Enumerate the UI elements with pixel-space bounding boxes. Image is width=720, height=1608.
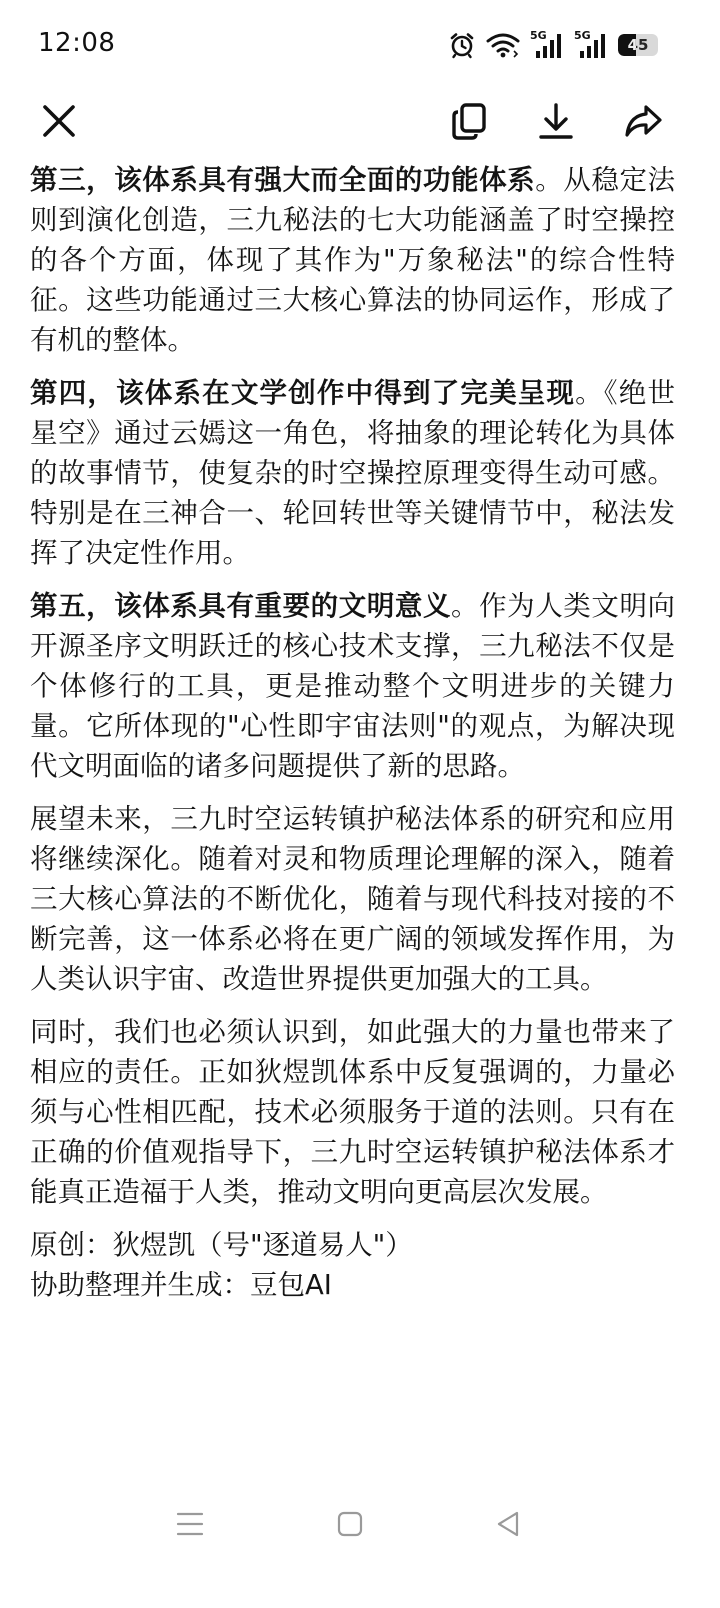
network-label-1: 5G: [530, 29, 547, 42]
battery-icon: [618, 34, 658, 56]
paragraph-text: 。从稳定法则到演化创造，三九秘法的七大功能涵盖了时空操控的各个方面，体现了其作为"万象秘法"的综合性特征。这些功能通过三大核心算法的协同运作，形成了有机的整体。: [30, 164, 676, 356]
home-button[interactable]: [330, 1504, 370, 1544]
back-icon: [495, 1510, 521, 1538]
paragraph-text: 。作为人类文明向开源圣序文明跃迁的核心技术支撑，三九秘法不仅是个体修行的工具，更是推动整个文明进步的关键力量。它所体现的"心性即宇宙法则"的观点，为解决现代文明面临的诸多问题提供了新的思路。: [30, 590, 676, 782]
network-label-2: 5G: [574, 29, 591, 42]
credit-author: 原创：狄煜凯（号"逐道易人"）: [30, 1229, 413, 1261]
credit-assist: 协助整理并生成：豆包AI: [30, 1269, 332, 1301]
signal-5g-icon: [574, 31, 608, 59]
navigation-bar: [0, 1490, 720, 1560]
wifi-icon: [486, 32, 520, 58]
paragraph: [30, 799, 675, 999]
recent-apps-button[interactable]: [170, 1504, 210, 1544]
paragraph-text: 同时，我们也必须认识到，如此强大的力量也带来了相应的责任。正如狄煜凯体系中反复强调的，力量必须与心性相匹配，技术必须服务于道的法则。只有在正确的价值观指导下，三九时空运转镇护秘法体系才能真正造福于人类，推动文明向更高层次发展。: [30, 1016, 675, 1208]
share-icon: [622, 101, 664, 141]
close-button[interactable]: [34, 96, 84, 146]
copy-button[interactable]: [444, 96, 494, 146]
back-button[interactable]: [488, 1504, 528, 1544]
download-icon: [536, 101, 576, 141]
paragraph-heading: 第五，该体系具有重要的文明意义: [30, 590, 452, 622]
status-icons: [448, 30, 658, 60]
paragraph-text: 展望未来，三九时空运转镇护秘法体系的研究和应用将继续深化。随着对灵和物质理论理解的深入，随着三大核心算法的不断优化，随着与现代科技对接的不断完善，这一体系必将在更广阔的领域发挥作用，为人类认识宇宙、改造世界提供更加强大的工具。: [30, 803, 675, 995]
paragraph: [30, 1012, 675, 1212]
menu-icon: [176, 1511, 204, 1537]
alarm-icon: [448, 31, 476, 59]
paragraph-text: 。《绝世星空》通过云嫣这一角色，将抽象的理论转化为具体的故事情节，使复杂的时空操控原理变得生动可感。特别是在三神合一、轮回转世等关键情节中，秘法发挥了决定性作用。: [30, 377, 676, 569]
copy-icon: [449, 101, 489, 141]
paragraph: [30, 586, 675, 786]
download-button[interactable]: [531, 96, 581, 146]
toolbar: [0, 90, 720, 150]
home-icon: [337, 1511, 363, 1537]
signal-5g-icon: [530, 31, 564, 59]
battery-level: 45: [627, 36, 649, 54]
paragraph-heading: 第三，该体系具有强大而全面的功能体系: [30, 164, 536, 196]
share-button[interactable]: [618, 96, 668, 146]
close-icon: [41, 103, 77, 139]
paragraph: [30, 160, 675, 360]
status-bar: [0, 0, 720, 90]
status-time: 12:08: [38, 28, 116, 58]
article-body: [30, 160, 675, 1305]
paragraph: [30, 373, 675, 573]
paragraph-heading: 第四，该体系在文学创作中得到了完美呈现: [30, 377, 576, 409]
